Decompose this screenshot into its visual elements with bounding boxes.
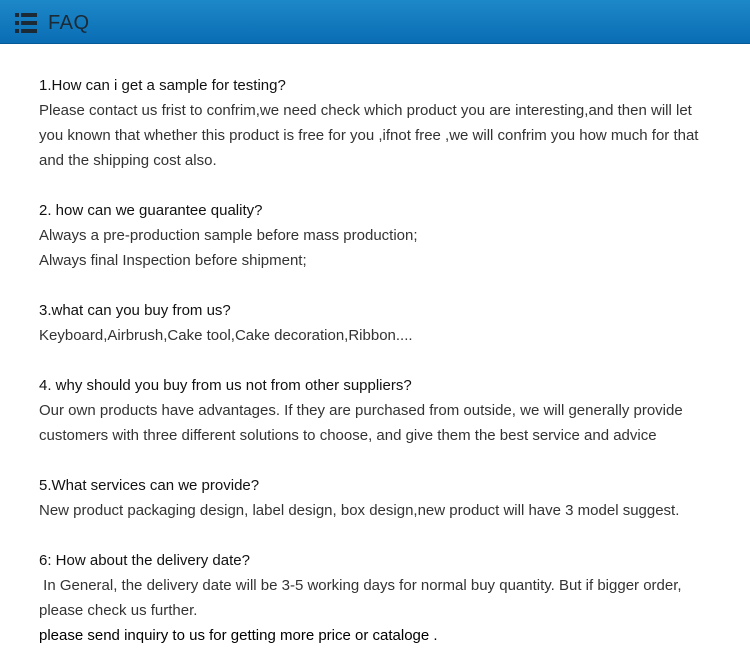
faq-answer-line: Keyboard,Airbrush,Cake tool,Cake decoration,Ribbon.... [39,327,413,344]
list-icon [15,13,37,33]
faq-question: 3.what can you buy from us? [39,302,231,319]
faq-answer-line: please check us further. [39,602,198,619]
faq-question: 1.How can i get a sample for testing? [39,77,286,94]
faq-answer-line: Our own products have advantages. If they are purchased from outside, we will generally provide [39,402,683,419]
faq-item-4 [39,373,729,448]
page-title: FAQ [48,12,90,34]
faq-answer-line: Always a pre-production sample before mass production; [39,227,418,244]
faq-item-3 [39,298,729,348]
closing-note: please send inquiry to us for getting more price or cataloge . [39,627,438,644]
faq-question: 5.What services can we provide? [39,477,260,494]
faq-answer-line: New product packaging design, label design, box design,new product will have 3 model suggest. [39,502,680,519]
faq-item-1 [39,73,729,173]
faq-answer-line: customers with three different solutions to choose, and give them the best service and advice [39,427,657,444]
faq-item-2 [39,198,729,273]
faq-content [39,73,729,648]
faq-question: 4. why should you buy from us not from other suppliers? [39,377,412,394]
faq-question: 2. how can we guarantee quality? [39,202,263,219]
faq-answer-line: you known that whether this product is free for you ,ifnot free ,we will confrim you how much for that [39,127,699,144]
faq-answer-line: and the shipping cost also. [39,152,217,169]
faq-item-6 [39,548,729,648]
faq-answer-line: In General, the delivery date will be 3-5 working days for normal buy quantity. But if bigger order, [39,577,682,594]
faq-question: 6: How about the delivery date? [39,552,250,569]
faq-answer-line: Always final Inspection before shipment; [39,252,307,269]
faq-item-5 [39,473,729,523]
faq-header [0,0,750,44]
faq-answer-line: Please contact us frist to confrim,we need check which product you are interesting,and then will let [39,102,692,119]
